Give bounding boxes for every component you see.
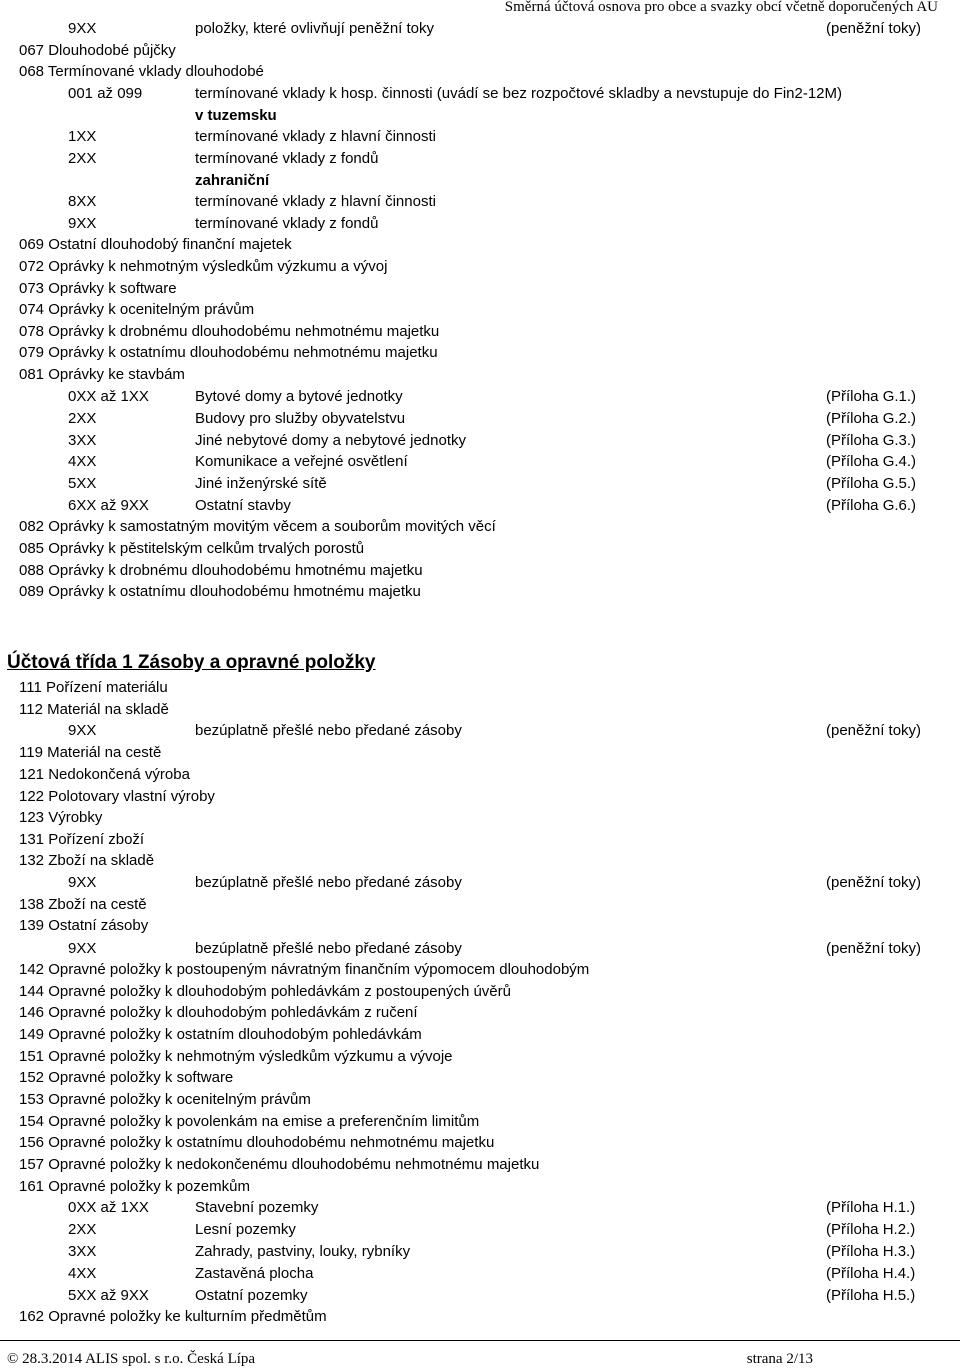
analytic-code: 001 až 099 <box>68 85 143 102</box>
account-line: 131 Pořízení zboží <box>19 831 145 848</box>
account-line: 088 Oprávky k drobnému dlouhodobému hmotnému majetku <box>19 562 423 579</box>
analytic-code: 8XX <box>68 193 97 210</box>
analytic-code: 9XX <box>68 20 97 37</box>
subheading: zahraniční <box>195 172 270 189</box>
account-line: 072 Oprávky k nehmotným výsledkům výzkumu a vývoj <box>19 258 388 275</box>
item-description: bezúplatně přešlé nebo předané zásoby <box>195 874 462 891</box>
account-line: 079 Oprávky k ostatnímu dlouhodobému nehmotnému majetku <box>19 344 438 361</box>
analytic-code: 9XX <box>68 874 97 891</box>
item-description: položky, které ovlivňují peněžní toky <box>195 20 435 37</box>
account-line: 144 Opravné položky k dlouhodobým pohledávkám z postoupených úvěrů <box>19 983 511 1000</box>
analytic-code: 0XX až 1XX <box>68 1199 149 1216</box>
account-line: 153 Opravné položky k ocenitelným právům <box>19 1091 311 1108</box>
item-note: (Příloha G.1.) <box>826 388 917 405</box>
account-line: 069 Ostatní dlouhodobý finanční majetek <box>19 236 292 253</box>
account-line: 111 Pořízení materiálu <box>19 679 168 696</box>
account-line: 132 Zboží na skladě <box>19 852 155 869</box>
account-line: 123 Výrobky <box>19 809 103 826</box>
footer-copyright: © 28.3.2014 ALIS spol. s r.o. Česká Lípa <box>7 1351 256 1367</box>
item-description: Komunikace a veřejné osvětlení <box>195 453 408 470</box>
item-description: Jiné nebytové domy a nebytové jednotky <box>195 432 467 449</box>
item-description: Zastavěná plocha <box>195 1265 314 1282</box>
item-note: (Příloha G.3.) <box>826 432 917 449</box>
item-note: (Příloha H.4.) <box>826 1265 916 1282</box>
account-line: 149 Opravné položky k ostatním dlouhodobým pohledávkám <box>19 1026 422 1043</box>
account-line: 151 Opravné položky k nehmotným výsledkům výzkumu a vývoje <box>19 1048 453 1065</box>
page-footer <box>0 1340 960 1370</box>
item-description: bezúplatně přešlé nebo předané zásoby <box>195 940 462 957</box>
item-note: (peněžní toky) <box>826 722 922 739</box>
section-title: Účtová třída 1 Zásoby a opravné položky <box>7 652 376 673</box>
analytic-code: 2XX <box>68 150 97 167</box>
item-description: termínované vklady z fondů <box>195 150 379 167</box>
item-description: Ostatní stavby <box>195 497 291 514</box>
item-note: (Příloha H.3.) <box>826 1243 916 1260</box>
account-line: 138 Zboží na cestě <box>19 896 147 913</box>
account-line: 067 Dlouhodobé půjčky <box>19 42 176 59</box>
account-line: 146 Opravné položky k dlouhodobým pohledávkám z ručení <box>19 1004 418 1021</box>
item-note: (Příloha G.5.) <box>826 475 917 492</box>
analytic-code: 9XX <box>68 940 97 957</box>
analytic-code: 3XX <box>68 1243 97 1260</box>
item-description: termínované vklady z fondů <box>195 215 379 232</box>
item-description: Lesní pozemky <box>195 1221 296 1238</box>
account-line: 152 Opravné položky k software <box>19 1069 234 1086</box>
analytic-code: 3XX <box>68 432 97 449</box>
item-note: (Příloha G.4.) <box>826 453 917 470</box>
item-note: (Příloha G.2.) <box>826 410 917 427</box>
account-line: 157 Opravné položky k nedokončenému dlouhodobému nehmotnému majetku <box>19 1156 540 1173</box>
item-note: (peněžní toky) <box>826 20 922 37</box>
item-note: (peněžní toky) <box>826 940 922 957</box>
item-description: Zahrady, pastviny, louky, rybníky <box>195 1243 411 1260</box>
account-line: 162 Opravné položky ke kulturním předmětům <box>19 1308 327 1325</box>
account-line: 112 Materiál na skladě <box>19 701 169 718</box>
account-line: 121 Nedokončená výroba <box>19 766 190 783</box>
analytic-code: 2XX <box>68 1221 97 1238</box>
item-note: (peněžní toky) <box>826 874 922 891</box>
account-line: 156 Opravné položky k ostatnímu dlouhodobému nehmotnému majetku <box>19 1134 495 1151</box>
item-description: Bytové domy a bytové jednotky <box>195 388 403 405</box>
item-description: termínované vklady z hlavní činnosti <box>195 193 436 210</box>
account-line: 139 Ostatní zásoby <box>19 917 149 934</box>
item-note: (Příloha H.1.) <box>826 1199 916 1216</box>
item-description: termínované vklady k hosp. činnosti (uvádí se bez rozpočtové skladby a nevstupuje do Fin2-12M) <box>195 85 843 102</box>
account-line: 068 Termínované vklady dlouhodobé <box>19 63 264 80</box>
item-description: bezúplatně přešlé nebo předané zásoby <box>195 722 462 739</box>
analytic-code: 9XX <box>68 215 97 232</box>
running-header: Směrná účtová osnova pro obce a svazky obcí včetně doporučených AU <box>504 0 938 15</box>
analytic-code: 4XX <box>68 453 97 470</box>
item-note: (Příloha H.2.) <box>826 1221 916 1238</box>
account-line: 078 Oprávky k drobnému dlouhodobému nehmotnému majetku <box>19 323 440 340</box>
item-description: Ostatní pozemky <box>195 1287 308 1304</box>
analytic-code: 1XX <box>68 128 97 145</box>
account-line: 082 Oprávky k samostatným movitým věcem a souborům movitých věcí <box>19 518 496 535</box>
analytic-code: 0XX až 1XX <box>68 388 149 405</box>
item-note: (Příloha H.5.) <box>826 1287 916 1304</box>
account-line: 142 Opravné položky k postoupeným návratným finančním výpomocem dlouhodobým <box>19 961 590 978</box>
item-description: termínované vklady z hlavní činnosti <box>195 128 436 145</box>
analytic-code: 4XX <box>68 1265 97 1282</box>
account-line: 073 Oprávky k software <box>19 280 177 297</box>
account-line: 122 Polotovary vlastní výroby <box>19 788 215 805</box>
item-note: (Příloha G.6.) <box>826 497 917 514</box>
footer-page-number: strana 2/13 <box>746 1351 813 1367</box>
item-description: Budovy pro služby obyvatelstvu <box>195 410 406 427</box>
analytic-code: 5XX až 9XX <box>68 1287 149 1304</box>
account-line: 119 Materiál na cestě <box>19 744 162 761</box>
item-description: Jiné inženýrské sítě <box>195 475 327 492</box>
analytic-code: 5XX <box>68 475 97 492</box>
subheading: v tuzemsku <box>195 107 277 124</box>
account-line: 081 Oprávky ke stavbám <box>19 366 185 383</box>
account-line: 089 Oprávky k ostatnímu dlouhodobému hmotnému majetku <box>19 583 421 600</box>
item-description: Stavební pozemky <box>195 1199 319 1216</box>
analytic-code: 2XX <box>68 410 97 427</box>
account-line: 154 Opravné položky k povolenkám na emise a preferenčním limitům <box>19 1113 480 1130</box>
analytic-code: 6XX až 9XX <box>68 497 149 514</box>
account-line: 085 Oprávky k pěstitelským celkům trvalých porostů <box>19 540 365 557</box>
account-line: 161 Opravné položky k pozemkům <box>19 1178 250 1195</box>
account-line: 074 Oprávky k ocenitelným právům <box>19 301 255 318</box>
analytic-code: 9XX <box>68 722 97 739</box>
